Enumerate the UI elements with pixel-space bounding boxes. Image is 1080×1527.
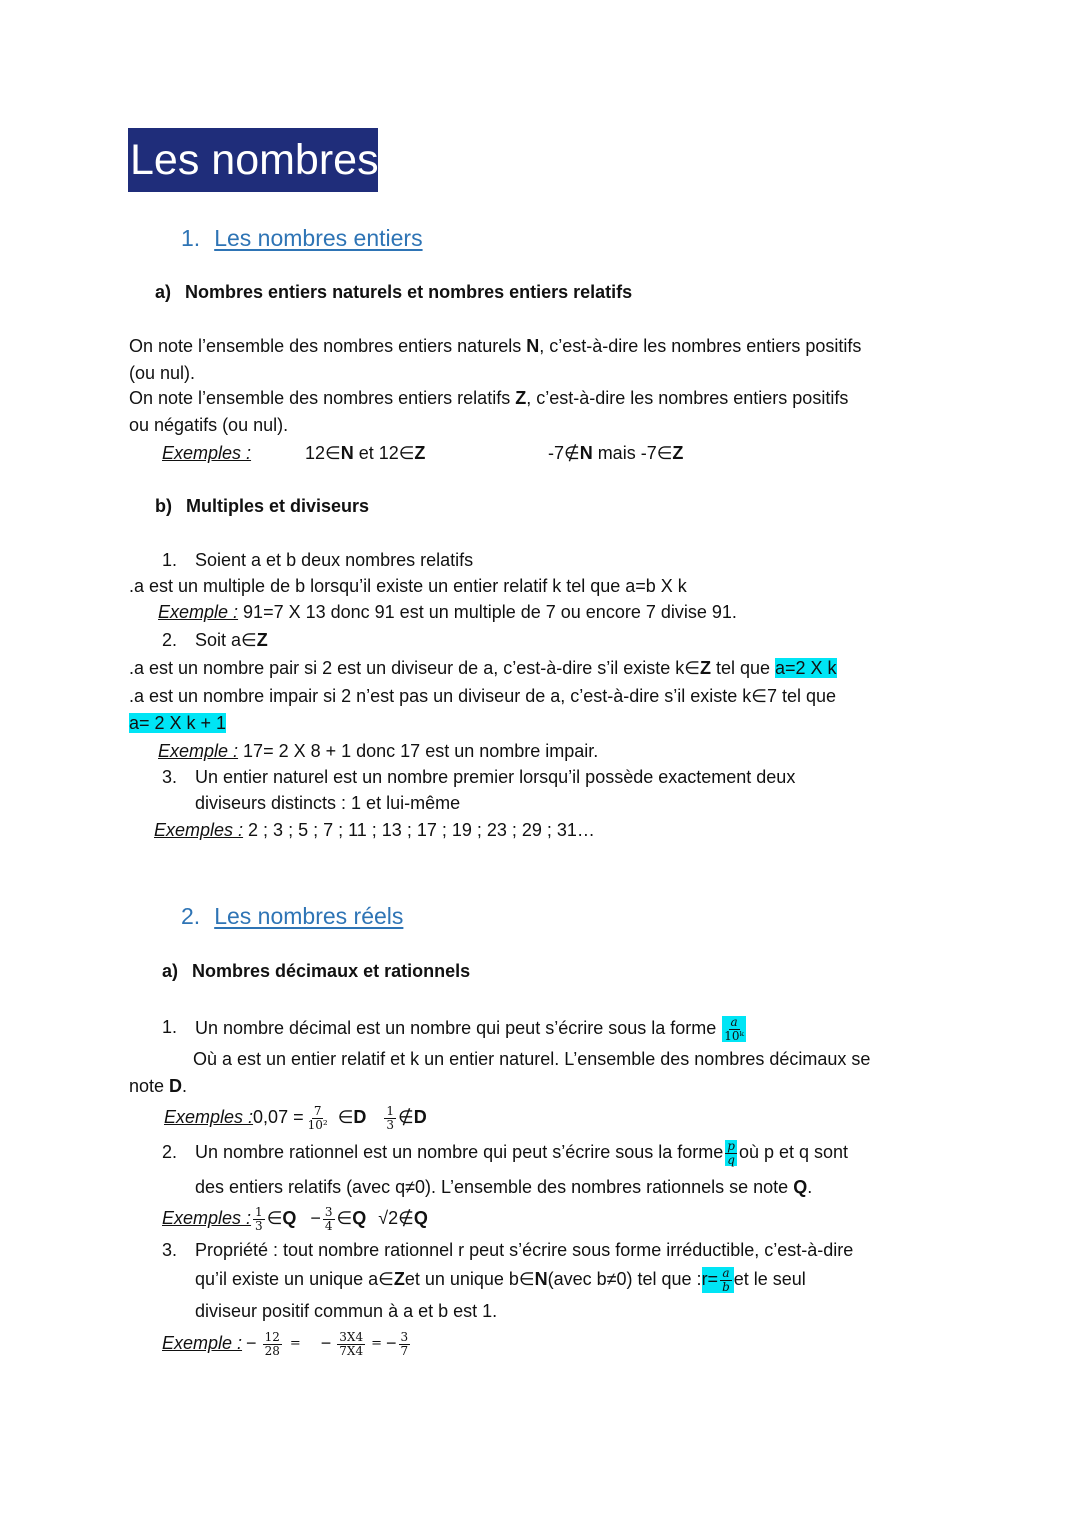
section-heading-2 (181, 903, 403, 931)
numerator: 7 (313, 1103, 322, 1118)
text: ∈ (337, 1107, 354, 1128)
text: 17= 2 X 8 + 1 donc 17 est un nombre impair. (238, 741, 599, 761)
example-label: Exemples : (154, 820, 244, 840)
example-label: Exemple : (158, 741, 239, 761)
example-label: Exemples : (164, 1107, 254, 1128)
list-item-text: diviseur positif commun à a et b est 1. (195, 1301, 498, 1321)
text: 12∈ (305, 443, 341, 463)
numerator: p (727, 1138, 735, 1153)
numerator: a (730, 1014, 738, 1029)
paragraph-line: .a est un nombre impair si 2 n’est pas un diviseur de a, c’est-à-dire s’il existe k∈7 tel que (129, 686, 837, 706)
section-number: 2. (181, 903, 201, 929)
page-title: Les nombres (128, 128, 378, 192)
subsection-heading-1b (155, 496, 369, 518)
set-symbol: Q (352, 1208, 367, 1229)
list-item-number: 3. (162, 1240, 178, 1260)
text: et 12∈ (353, 443, 415, 463)
text: − (320, 1333, 332, 1354)
example-label: Exemple : (162, 1333, 243, 1354)
text: note (129, 1076, 170, 1096)
subsection-label: b) (155, 496, 172, 516)
list-item-text (195, 1134, 848, 1172)
denominator: 7X4 (339, 1343, 364, 1358)
example-label: Exemple : (158, 602, 239, 622)
example-line (162, 1324, 412, 1364)
text: . (182, 1076, 188, 1096)
paragraph-line (129, 336, 861, 358)
example-text (548, 443, 683, 465)
list-item-text (195, 1177, 812, 1199)
list-item-text: diviseurs distincts : 1 et lui-même (195, 793, 461, 813)
numerator: 12 (264, 1329, 280, 1344)
fraction (337, 1331, 365, 1357)
text: ∈ (266, 1208, 283, 1229)
section-number: 1. (181, 225, 201, 251)
list-item-number: 1. (162, 550, 178, 570)
denominator: 3 (255, 1218, 263, 1233)
text: où p et q sont (738, 1142, 849, 1163)
text: On note l’ensemble des nombres entiers relatifs (129, 388, 516, 408)
text: et un unique b∈ (404, 1269, 535, 1290)
example-label: Exemples : (162, 1208, 252, 1229)
text: . (807, 1177, 813, 1197)
example-line (158, 741, 598, 763)
denominator: 4 (324, 1218, 333, 1233)
list-item-number: 2. (162, 630, 178, 650)
text: mais -7∈ (592, 443, 673, 463)
fraction (306, 1105, 330, 1131)
example-line (162, 1200, 428, 1238)
set-symbol: Q (793, 1177, 808, 1197)
subsection-title: Nombres décimaux et rationnels (192, 961, 471, 981)
highlight: a=2 X k (774, 658, 837, 678)
text: .a est un nombre pair si 2 est un diviseur de a, c’est-à-dire s’il existe k∈ (129, 658, 700, 678)
list-item-text (195, 1010, 748, 1048)
text: Soit a∈ (195, 630, 257, 650)
fraction (323, 1206, 335, 1232)
fraction (253, 1206, 265, 1232)
subsection-heading-1a (155, 282, 632, 304)
section-title: Les nombres entiers (214, 225, 423, 251)
set-symbol: D (353, 1107, 367, 1128)
set-symbol: Z (699, 658, 711, 678)
text: 0,07 = (253, 1107, 304, 1128)
text: On note l’ensemble des nombres entiers naturels (129, 336, 527, 356)
text: , c’est-à-dire les nombres entiers positifs (539, 336, 862, 356)
text: − (246, 1333, 257, 1354)
set-symbol: N (579, 443, 593, 463)
example-label: Exemples : (162, 443, 252, 463)
text: (avec b≠0) tel que : (547, 1269, 702, 1290)
list-item-text: Soient a et b deux nombres relatifs (195, 550, 474, 570)
set-symbol: Z (414, 443, 426, 463)
set-symbol: Q (282, 1208, 297, 1229)
section-title: Les nombres réels (214, 903, 404, 929)
paragraph-line: (ou nul). (129, 363, 196, 383)
text: , c’est-à-dire les nombres entiers positifs (526, 388, 849, 408)
denominator: 28 (264, 1343, 280, 1358)
numerator: 3 (400, 1329, 409, 1344)
text: et le seul (733, 1269, 806, 1290)
list-item-number: 2. (162, 1142, 178, 1162)
fraction (399, 1331, 411, 1357)
subsection-label: a) (162, 961, 179, 981)
fraction (384, 1105, 396, 1131)
highlight: a= 2 X k + 1 (129, 713, 227, 733)
subsection-title: Multiples et diviseurs (186, 496, 370, 516)
example-line (154, 820, 595, 842)
denominator: 7 (400, 1343, 409, 1358)
paragraph-line (129, 388, 848, 410)
numerator: 1 (255, 1204, 263, 1219)
list-item-number: 3. (162, 767, 178, 787)
section-heading-1 (181, 225, 423, 253)
example-line (158, 602, 737, 624)
set-symbol: Q (413, 1208, 428, 1229)
text: 2 ; 3 ; 5 ; 7 ; 11 ; 13 ; 17 ; 19 ; 23 ; 29 ; 31… (243, 820, 595, 840)
denominator: 10² (307, 1117, 328, 1132)
denominator: b (722, 1279, 730, 1294)
set-symbol: N (526, 336, 540, 356)
list-item-text: Où a est un entier relatif et k un entier naturel. L’ensemble des nombres décimaux se (193, 1049, 871, 1069)
subsection-title: Nombres entiers naturels et nombres entiers relatifs (185, 282, 633, 302)
text: √2∉ (378, 1208, 414, 1229)
list-item-text: Propriété : tout nombre rationnel r peut s’écrire sous forme irréductible, c’est-à-dire (195, 1240, 854, 1260)
text: ∉ (398, 1107, 414, 1128)
denominator: q (727, 1152, 735, 1167)
paragraph-line (129, 1076, 187, 1098)
fraction (263, 1331, 282, 1357)
set-symbol: Z (515, 388, 527, 408)
denominator: 10ᵏ (724, 1028, 744, 1043)
list-item-text: Un entier naturel est un nombre premier lorsqu’il possède exactement deux (195, 767, 796, 787)
fraction (720, 1267, 732, 1293)
numerator: a (722, 1265, 730, 1280)
text: qu’il existe un unique a∈ (195, 1269, 394, 1290)
subsection-heading-2a (162, 961, 470, 983)
paragraph-line (129, 713, 226, 735)
list-item-text (195, 630, 268, 652)
text: ∈ (336, 1208, 353, 1229)
text: r= (701, 1269, 719, 1290)
numerator: 3 (324, 1204, 333, 1219)
fraction (725, 1140, 737, 1166)
numerator: 3X4 (339, 1329, 364, 1344)
numerator: 1 (386, 1103, 395, 1118)
list-item-number: 1. (162, 1017, 178, 1037)
set-symbol: Z (672, 443, 684, 463)
set-symbol: D (413, 1107, 427, 1128)
set-symbol: Z (256, 630, 268, 650)
denominator: 3 (386, 1117, 395, 1132)
text: des entiers relatifs (avec q≠0). L’ensemble des nombres rationnels se note (195, 1177, 794, 1197)
text: − (385, 1333, 397, 1354)
text: 91=7 X 13 donc 91 est un multiple de 7 ou encore 7 divise 91. (238, 602, 737, 622)
text: = (289, 1336, 301, 1352)
example-text (305, 443, 425, 465)
text: tel que (710, 658, 775, 678)
text: − (310, 1208, 321, 1229)
text: Un nombre décimal est un nombre qui peut s’écrire sous la forme (195, 1018, 717, 1039)
fraction (722, 1016, 746, 1042)
text: -7∉ (548, 443, 580, 463)
set-symbol: N (534, 1269, 548, 1290)
set-symbol: D (169, 1076, 183, 1096)
text: = (371, 1336, 382, 1352)
paragraph-line (129, 658, 837, 680)
paragraph-line: .a est un multiple de b lorsqu’il existe un entier relatif k tel que a=b X k (129, 576, 687, 596)
highlight (702, 1267, 734, 1293)
set-symbol: Z (393, 1269, 405, 1290)
example-line (164, 1098, 427, 1138)
paragraph-line: ou négatifs (ou nul). (129, 415, 289, 435)
text: Un nombre rationnel est un nombre qui peut s’écrire sous la forme (195, 1142, 724, 1163)
subsection-label: a) (155, 282, 172, 302)
set-symbol: N (340, 443, 354, 463)
list-item-text (195, 1262, 806, 1298)
